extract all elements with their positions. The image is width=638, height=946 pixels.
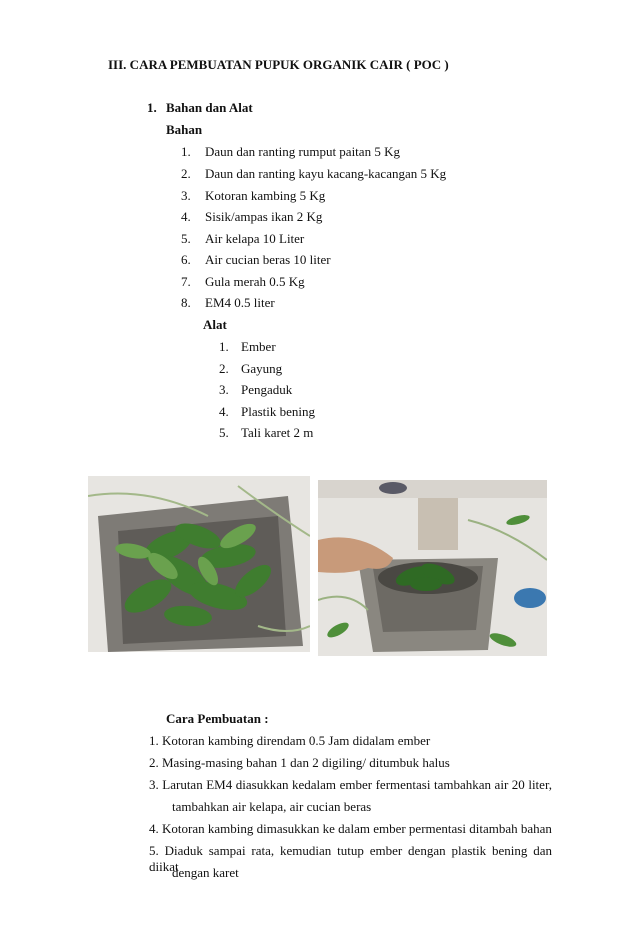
- photo-leaves-in-mortar-icon: [88, 476, 310, 652]
- subsection-label: Bahan dan Alat: [166, 100, 253, 115]
- step-item: 4. Kotoran kambing dimasukkan ke dalam ember permentasi ditambah bahan: [149, 821, 552, 836]
- subsection-heading: [147, 100, 253, 116]
- photo-hand-with-mortar-icon: [318, 480, 547, 656]
- subsection-number: 1.: [147, 100, 157, 115]
- list-item: 4. Plastik bening: [219, 404, 316, 419]
- photo-leaves-in-mortar: [88, 476, 310, 652]
- alat-heading: Alat: [203, 317, 227, 332]
- list-item: 8. EM4 0.5 liter: [181, 295, 275, 310]
- list-item: 1. Ember: [219, 339, 276, 354]
- step-item: 2. Masing-masing bahan 1 dan 2 digiling/ ditumbuk halus: [149, 755, 450, 770]
- photo-hand-with-mortar: [318, 480, 547, 656]
- step-item: 3. Larutan EM4 diasukkan kedalam ember fermentasi tambahkan air 20 liter,: [149, 777, 552, 792]
- list-item: 4. Sisik/ampas ikan 2 Kg: [181, 209, 323, 224]
- list-item: 6. Air cucian beras 10 liter: [181, 252, 331, 267]
- list-item: 5. Tali karet 2 m: [219, 425, 314, 440]
- list-item: 5. Air kelapa 10 Liter: [181, 231, 305, 246]
- list-item: 1. Daun dan ranting rumput paitan 5 Kg: [181, 144, 400, 159]
- list-item: 2. Daun dan ranting kayu kacang-kacangan 5 Kg: [181, 166, 447, 181]
- step-item-continuation: tambahkan air kelapa, air cucian beras: [172, 799, 372, 814]
- cara-heading: Cara Pembuatan :: [166, 711, 269, 726]
- section-title: III. CARA PEMBUATAN PUPUK ORGANIK CAIR ( POC ): [108, 57, 449, 72]
- step-item-continuation: dengan karet: [172, 865, 239, 880]
- list-item: 7. Gula merah 0.5 Kg: [181, 274, 305, 289]
- step-item: 1. Kotoran kambing direndam 0.5 Jam didalam ember: [149, 733, 431, 748]
- step-item: 5. Diaduk sampai rata, kemudian tutup ember dengan plastik bening dan diikat: [149, 843, 552, 874]
- list-item: 3. Pengaduk: [219, 382, 293, 397]
- list-item: 3. Kotoran kambing 5 Kg: [181, 188, 326, 203]
- list-item: 2. Gayung: [219, 361, 283, 376]
- bahan-heading: Bahan: [166, 122, 203, 137]
